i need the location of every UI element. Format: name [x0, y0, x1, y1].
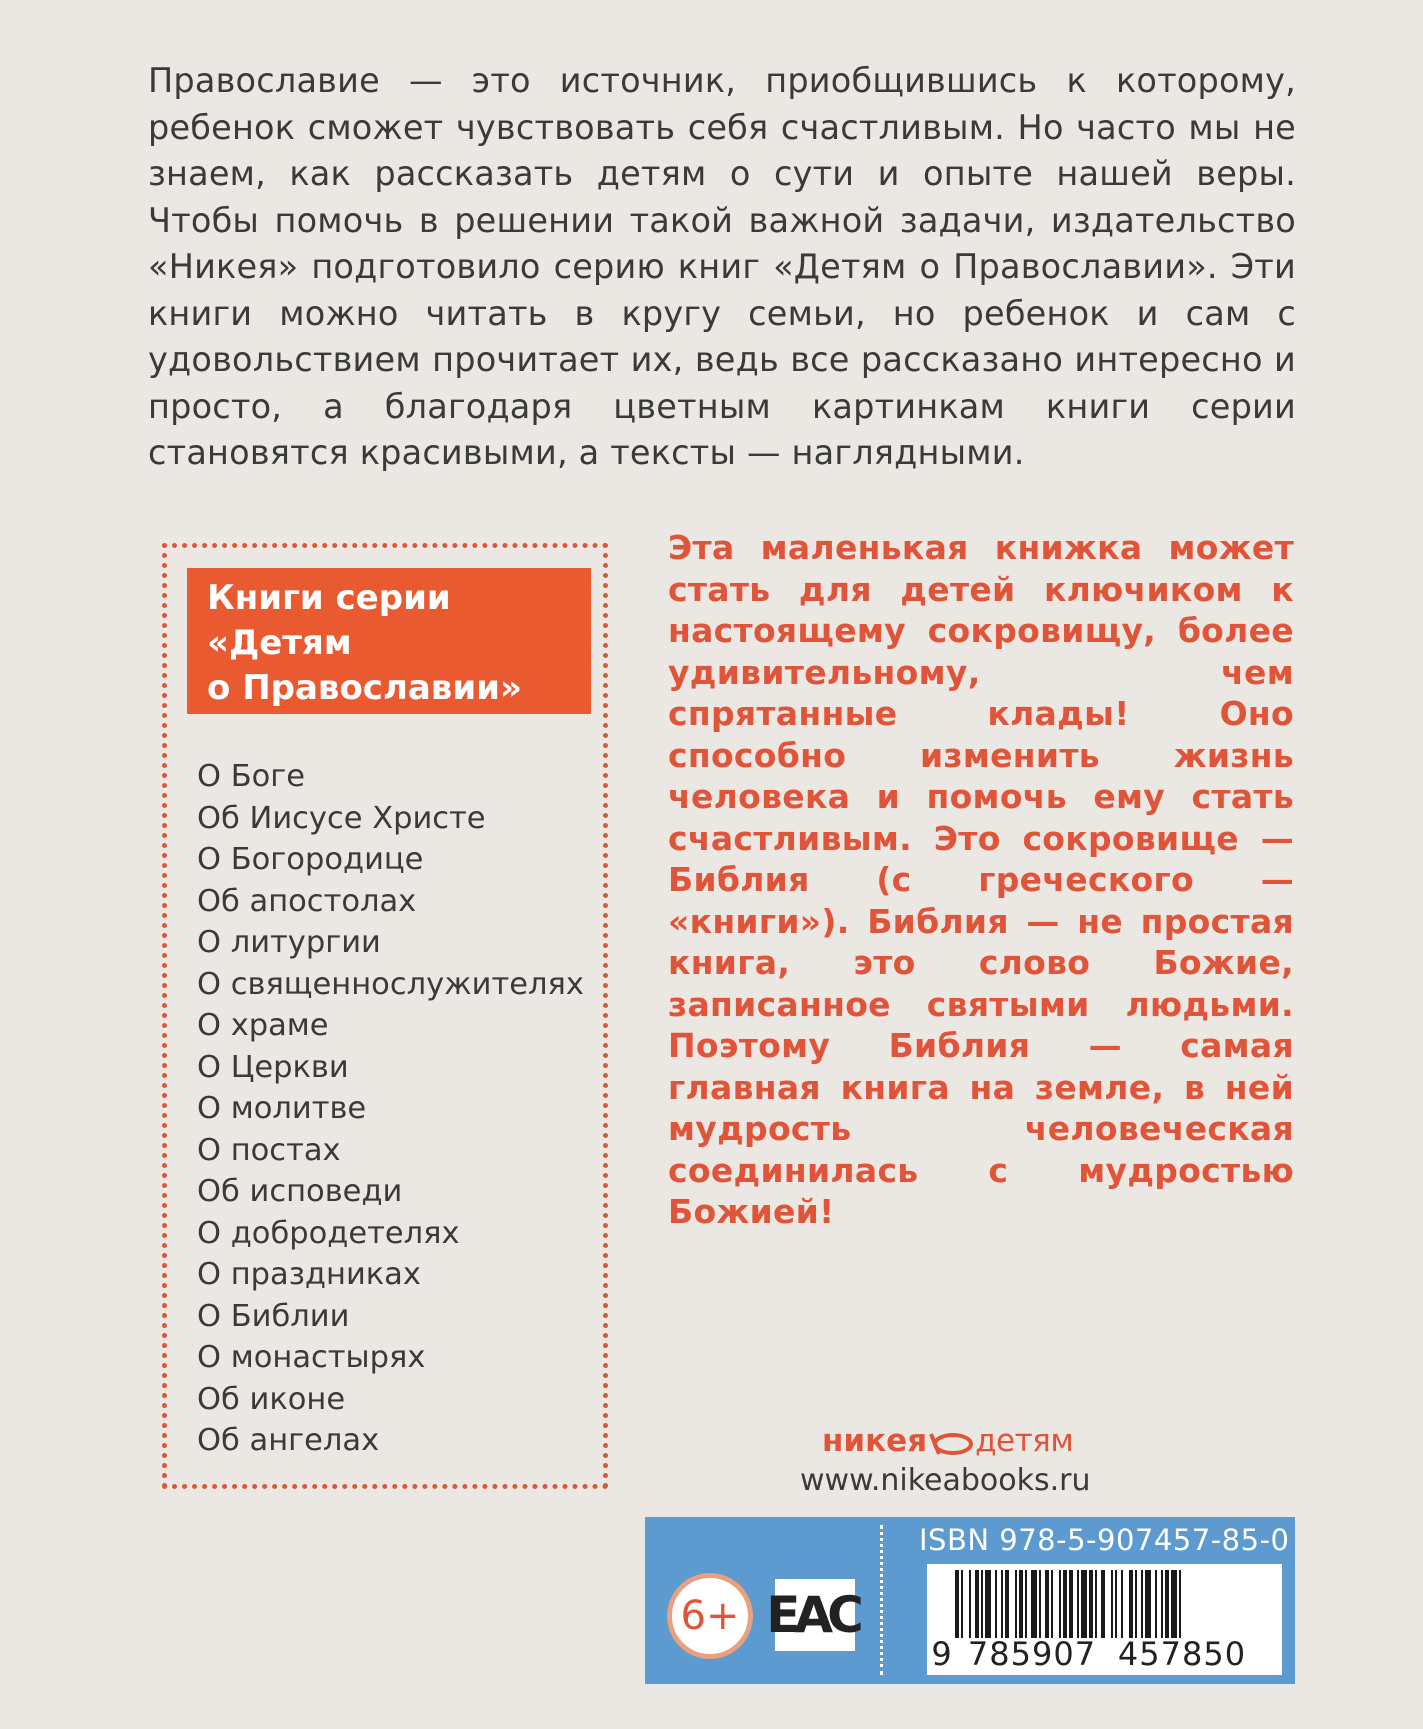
publisher-logo: [822, 1423, 1122, 1459]
book-title: Об иконе: [197, 1381, 346, 1417]
book-title: О Богородице: [197, 842, 424, 877]
eac-mark-icon: EAC: [775, 1579, 855, 1651]
book-title: О постах: [197, 1132, 341, 1168]
series-book-list: [197, 756, 584, 1462]
book-title: Об апостолах: [197, 883, 417, 919]
series-header-line: «Детям: [207, 623, 352, 663]
book-title: О Боге: [197, 759, 306, 794]
book-title: О священнослужителях: [197, 966, 584, 1002]
book-title: О монастырях: [197, 1340, 426, 1375]
logo-detyam: детям: [975, 1423, 1074, 1459]
series-box: [162, 543, 608, 1489]
book-title: О храме: [197, 1008, 329, 1043]
book-title: О праздниках: [197, 1257, 421, 1292]
book-title: Об исповеди: [197, 1174, 403, 1209]
logo-swirl-icon: [929, 1431, 973, 1457]
book-title: О Церкви: [197, 1049, 349, 1085]
book-title: О Библии: [197, 1298, 350, 1334]
isbn-number: ISBN 978-5-907457-85-0: [919, 1523, 1290, 1557]
series-header: [187, 568, 591, 714]
book-title: О добродетелях: [197, 1215, 460, 1251]
barcode-bars-icon: [955, 1570, 1260, 1638]
publisher-website: www.nikeabooks.ru: [800, 1463, 1091, 1498]
age-rating-badge: 6+: [667, 1573, 753, 1659]
book-title: Об Иисусе Христе: [197, 800, 486, 836]
isbn-panel: [645, 1517, 1295, 1684]
intro-paragraph: Православие — это источник, приобщившись к которому, ребенок сможет чувствовать себя счастливым. Но часто мы не знаем, как рассказать детям о сути и опыте нашей веры. Чтобы помочь в решении такой важной задачи, издательство «Никея» подготовило серию книг «Детям о Православии». Эти книги можно читать в кругу семьи, но ребенок и сам с удовольствием прочитает их, ведь все рассказано интересно и просто, а благодаря цветным картинкам книги серии становятся красивыми, а тексты — наглядными.: [148, 61, 1296, 472]
book-title: О молитве: [197, 1091, 367, 1126]
book-title: Об ангелах: [197, 1423, 380, 1458]
series-header-line: Книги серии: [207, 578, 451, 618]
barcode: [927, 1564, 1282, 1675]
barcode-digit-group: 457850: [1117, 1635, 1247, 1673]
barcode-digits: [927, 1635, 1282, 1673]
barcode-digit-lead: 9: [931, 1635, 953, 1673]
highlight-paragraph: Эта маленькая книжка может стать для детей ключиком к настоящему сокровищу, более удивительному, чем спрятанные клады! Оно способно изменить жизнь человека и помочь ему стать счастливым. Это сокровище — Библия (с греческого — «книги»). Библия — не простая книга, это слово Божие, записанное святыми людьми. Поэтому Библия — самая главная книга на земле, в ней мудрость человеческая соединилась с мудростью Божией!: [668, 528, 1294, 1231]
book-title: О литургии: [197, 925, 381, 960]
series-header-line: о Православии»: [207, 668, 522, 708]
barcode-digit-group: 785907: [967, 1635, 1097, 1673]
logo-nikeya: никея: [822, 1423, 928, 1459]
panel-divider: [880, 1525, 883, 1675]
